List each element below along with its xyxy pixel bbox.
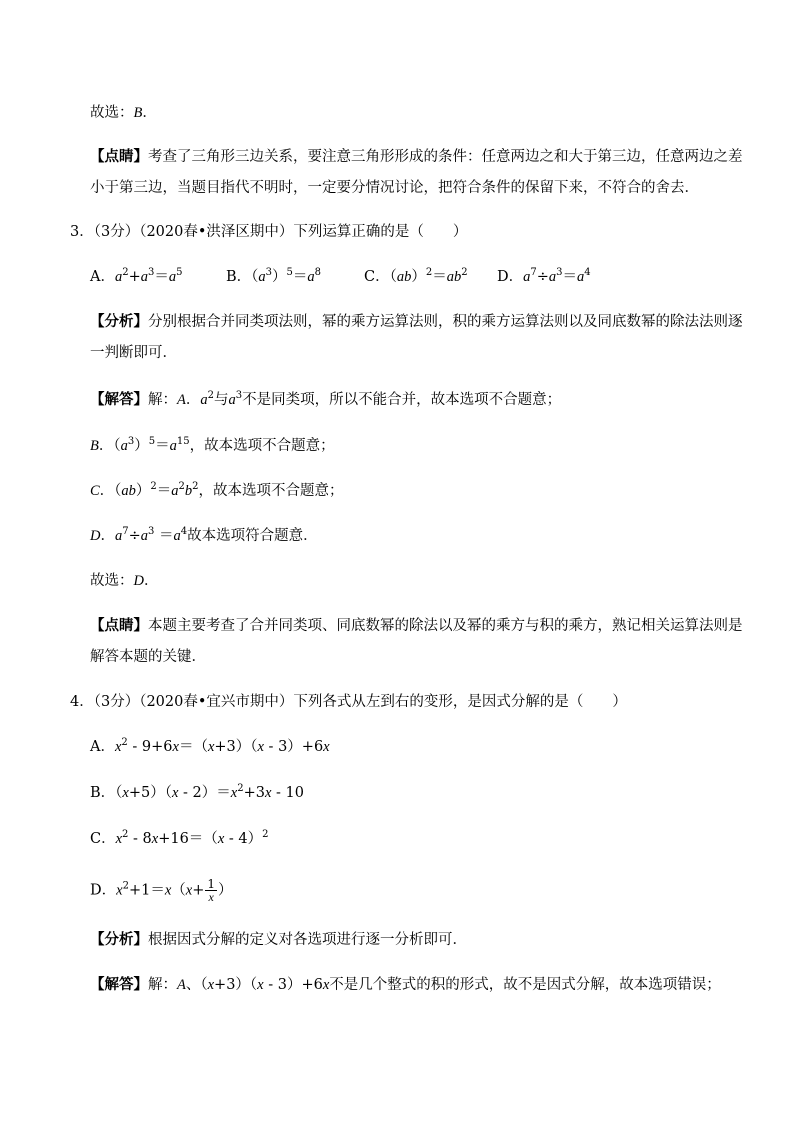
math-op: ＝ [154,528,174,544]
math-var: x [217,831,225,847]
math-op: （ [114,483,122,499]
note-text: 解答本题的关键． [90,649,206,665]
solution-text: 解： [148,977,177,993]
math-var: a [523,269,531,285]
math-text: - 3）+6 [263,977,323,993]
math-op: ÷ [128,528,141,544]
math-sup: 8 [314,267,322,278]
option-ref: D [90,528,101,544]
math-sup: 3 [556,267,563,278]
math-sup: 2 [121,737,128,748]
math-var: a [114,269,123,285]
math-text: +5）（ [128,785,172,801]
math-var: a [140,528,149,544]
math-sup: 4 [180,526,188,537]
question-number: 3． [70,224,94,240]
option-ref: A [177,977,186,993]
answer-label: 故选： [90,573,134,589]
math-var: x [230,785,238,801]
math-text: - 9+6 [127,739,173,755]
solution-tag: 【解答】 [90,391,148,408]
question-4-stem [70,692,627,712]
math-var: x [171,785,179,801]
math-op: ＝ [562,269,578,285]
option-label: B． [226,269,252,285]
solution-q4-a [90,975,721,995]
math-sup: 2 [122,880,129,892]
option-d [497,267,591,287]
math-text: +1＝ [128,882,165,899]
math-sup: 7 [122,526,129,537]
note-text: 小于第三边，当题目指代不明时，一定要分情况讨论，把符合条件的保留下来，不符合的舍去． [90,180,699,196]
question-4-option-c [90,829,268,849]
math-op: ＝ [155,438,170,454]
math-op: + [128,269,141,285]
solution-text: ，故本选项不合题意； [189,438,335,454]
math-text: +3 [243,785,265,801]
math-text: +16＝（ [158,831,218,847]
math-var: x [151,831,159,847]
math-var: a [307,269,315,285]
math-text: （ [171,882,186,899]
option-label: D． [497,269,524,285]
math-var: a [171,483,179,499]
solution-text: ． [98,438,114,454]
math-sup: 2 [178,481,185,492]
math-op: （ [251,269,259,285]
math-var: x [257,977,264,993]
math-var: x [264,785,272,801]
analysis-q3-line1 [90,312,743,332]
solution-text: ． [100,528,115,544]
answer-period: ． [143,573,159,589]
math-op: ÷ [536,269,549,285]
math-var: x [164,882,172,899]
solution-text: ． [99,483,115,499]
option-ref: B [90,438,99,454]
question-text: （3分）（2020春•宜兴市期中）下列各式从左到右的变形，是因式分解的是（ ） [93,694,627,710]
math-sup: 2 [262,829,269,840]
solution-text: 不是几个整式的积的形式，故不是因式分解，故本选项错误； [329,977,721,993]
note-tag: 【点睛】 [90,148,148,165]
math-sup: 2 [425,267,433,278]
answer-period: ． [142,105,157,121]
option-ref: A [177,392,186,408]
option-c [364,267,468,287]
math-op: ＝ [292,269,308,285]
math-var: a [228,392,236,408]
answer-line-q2 [90,103,157,123]
question-4-option-b [90,783,304,803]
fraction-denominator: x [208,890,214,904]
option-label: D． [90,882,117,899]
note-text: 考查了三角形三边关系，要注意三角形形成的条件：任意两边之和大于第三边，任意两边之差 [148,149,743,165]
math-text: （ [115,785,123,801]
math-text: ＝（ [178,739,208,755]
math-sup: 2 [207,390,214,401]
solution-text: 解： [148,392,177,408]
analysis-q3-line2 [90,343,177,363]
math-sup: 7 [530,267,537,278]
note-q2-line1 [90,147,743,167]
answer-value: B [133,105,143,121]
fraction-numerator: 1 [207,877,215,891]
analysis-tag: 【分析】 [90,313,148,330]
fraction [205,878,217,903]
note-q3-line2 [90,647,206,667]
note-q3-line1 [90,616,743,636]
math-text: + [192,882,205,899]
option-label: B． [90,785,116,801]
math-sup: 5 [148,436,156,447]
math-var: a [140,269,149,285]
math-sup: 2 [192,481,199,492]
math-text: 、（ [185,977,208,993]
math-sup: 5 [286,267,293,278]
math-var: b [184,483,193,499]
math-var: ab [396,269,412,285]
math-sup: 2 [122,267,129,278]
option-label: A． [90,739,115,755]
math-var: x [115,831,123,847]
math-var: x [116,882,123,899]
math-sup: 5 [176,267,183,278]
math-var: x [114,739,122,755]
solution-text: 与 [213,392,229,408]
math-op: （ [389,269,397,285]
math-op: ） [134,438,149,454]
solution-q3-c [90,481,344,501]
math-text: - 4） [224,831,263,847]
math-op: ） [135,483,151,499]
math-var: a [120,438,128,454]
math-var: x [257,739,264,755]
solution-q3-d [90,526,318,546]
analysis-text: 分别根据合并同类项法则，幂的乘方运算法则，积的乘方运算法则以及同底数幂的除法法则逐 [148,314,743,330]
math-text: +3）（ [214,739,258,755]
option-label: C． [364,269,390,285]
math-var: ab [446,269,462,285]
math-op: ） [272,269,287,285]
solution-text: ，故本选项不合题意； [198,483,344,499]
solution-text: 不是同类项，所以不能合并，故本选项不合题意； [242,392,562,408]
option-label: C． [90,831,116,847]
math-op: ＝ [432,269,447,285]
math-sup: 3 [235,390,243,401]
analysis-text: 根据因式分解的定义对各选项进行逐一分析即可． [148,932,467,948]
math-var: a [200,392,208,408]
math-text: - 8 [128,831,152,847]
math-var: x [185,882,193,899]
analysis-q4 [90,930,467,950]
math-op: ） [411,269,426,285]
math-text: - 3）+6 [263,739,324,755]
math-var: a [577,269,585,285]
math-sup: 3 [148,526,155,537]
answer-label: 故选： [90,105,134,121]
option-b [226,267,321,287]
math-var: a [258,269,266,285]
math-var: x [207,739,215,755]
analysis-tag: 【分析】 [90,931,148,948]
math-op: （ [113,438,121,454]
option-ref: C [90,483,100,499]
option-a [90,267,183,287]
math-op: ＝ [154,269,169,285]
math-sup: 2 [461,267,468,278]
note-tag: 【点睛】 [90,617,148,634]
solution-text: 故本选项符合题意． [187,528,318,544]
math-sup: 3 [265,267,273,278]
math-op: ＝ [156,483,172,499]
math-var: x [122,785,129,801]
question-3-options [0,267,794,289]
question-4-option-d [90,878,233,903]
math-text: - 2）＝ [178,785,231,801]
math-sup: 4 [584,267,591,278]
math-var: a [173,528,181,544]
note-text: 本题主要考查了合并同类项、同底数幂的除法以及幂的乘方与积的乘方，熟记相关运算法则是 [148,618,743,634]
solution-tag: 【解答】 [90,976,148,993]
math-var: a [169,438,177,454]
math-text: +3）（ [214,977,258,993]
question-number: 4． [70,694,94,710]
solution-q3-b [90,436,335,456]
solution-text: ． [185,392,201,408]
math-var: x [207,977,215,993]
solution-q3-a [90,390,561,410]
question-4-option-a [90,737,330,757]
answer-value: D [133,573,144,589]
math-sup: 2 [237,783,244,794]
question-text: （3分）（2020春•洪泽区期中）下列运算正确的是（ ） [93,224,468,240]
note-q2-line2 [90,178,699,198]
math-var: ab [121,483,136,499]
question-3-stem [70,222,467,242]
math-text: - 10 [271,785,304,801]
math-sup: 15 [176,436,190,447]
math-sup: 3 [127,436,135,447]
math-sup: 2 [150,481,157,492]
math-var: a [168,269,177,285]
option-label: A． [90,269,115,285]
math-sup: 3 [148,267,155,278]
math-var: a [114,528,123,544]
math-var: x [322,977,330,993]
analysis-text: 一判断即可． [90,345,177,361]
math-var: a [548,269,557,285]
math-var: x [172,739,179,755]
answer-line-q3 [90,571,158,591]
math-sup: 2 [122,829,129,840]
math-text: ） [218,882,233,899]
math-var: x [323,739,330,755]
